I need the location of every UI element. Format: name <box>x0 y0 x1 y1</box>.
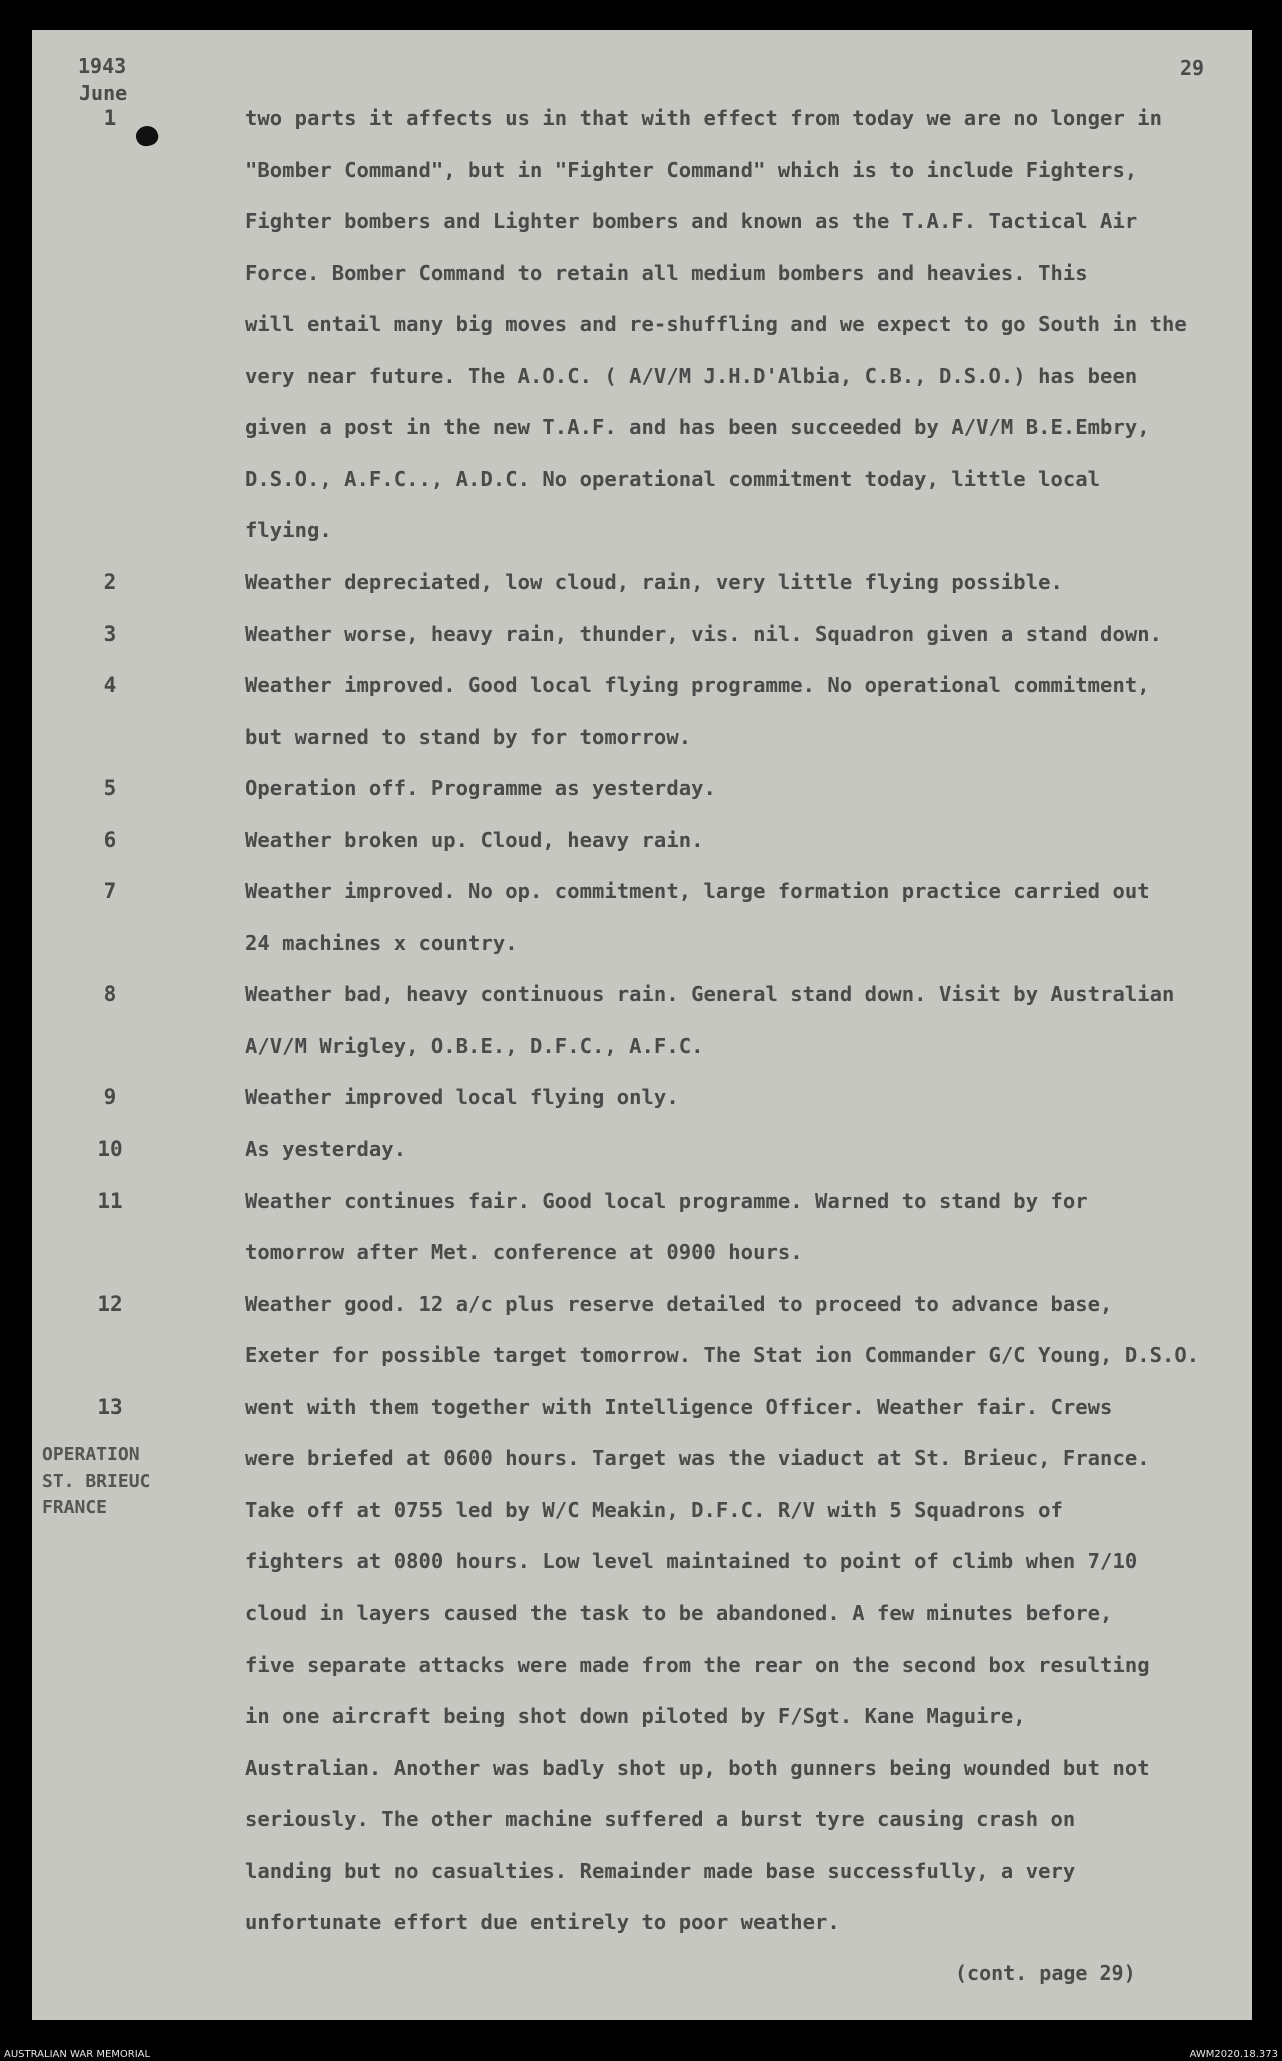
entry-line: will entail many big moves and re-shuffling and we expect to go South in the <box>245 312 1187 336</box>
entry-day: 10 <box>97 1137 123 1161</box>
entry-day: 9 <box>103 1085 117 1109</box>
entry-line: "Bomber Command", but in "Fighter Command" which is to include Fighters, <box>245 158 1138 182</box>
entry-line: unfortunate effort due entirely to poor weather. <box>245 1910 840 1934</box>
header-month: June <box>79 81 128 105</box>
entry-line: Fighter bombers and Lighter bombers and known as the T.A.F. Tactical Air <box>245 209 1138 233</box>
entry-day: 2 <box>103 570 117 594</box>
margin-note-line: ST. BRIEUC <box>42 1470 151 1492</box>
entry-line: Weather depreciated, low cloud, rain, very little flying possible. <box>245 570 1063 594</box>
entry-line: A/V/M Wrigley, O.B.E., D.F.C., A.F.C. <box>245 1034 704 1058</box>
margin-note-line: OPERATION <box>42 1444 140 1465</box>
entry-line: five separate attacks were made from the rear on the second box resulting <box>245 1653 1150 1677</box>
entry-line: As yesterday. <box>245 1137 407 1161</box>
entry-line: very near future. The A.O.C. ( A/V/M J.H.D'Albia, C.B., D.S.O.) has been <box>245 364 1138 388</box>
entry-line: Weather improved local flying only. <box>245 1085 679 1109</box>
entry-line: Weather broken up. Cloud, heavy rain. <box>245 828 704 852</box>
continuation-note: (cont. page 29) <box>955 1961 1136 1985</box>
entry-line: went with them together with Intelligence Officer. Weather fair. Crews <box>245 1395 1113 1419</box>
entry-line: tomorrow after Met. conference at 0900 hours. <box>245 1240 803 1264</box>
entry-day: 4 <box>103 673 117 697</box>
page-number: 29 <box>1180 56 1205 80</box>
entry-line: 24 machines x country. <box>245 931 518 955</box>
entry-line: but warned to stand by for tomorrow. <box>245 725 692 749</box>
footer-left: AUSTRALIAN WAR MEMORIAL <box>4 2049 151 2060</box>
entry-line: D.S.O., A.F.C.., A.D.C. No operational commitment today, little local <box>245 467 1101 491</box>
entry-line: Weather good. 12 a/c plus reserve detailed to proceed to advance base, <box>245 1292 1113 1316</box>
entry-line: Force. Bomber Command to retain all medium bombers and heavies. This <box>245 261 1088 285</box>
entry-line: landing but no casualties. Remainder made base successfully, a very <box>245 1859 1076 1883</box>
entry-line: two parts it affects us in that with effect from today we are no longer in <box>245 106 1163 130</box>
entry-line: given a post in the new T.A.F. and has been succeeded by A/V/M B.E.Embry, <box>245 415 1150 439</box>
entry-line: Australian. Another was badly shot up, both gunners being wounded but not <box>245 1756 1150 1780</box>
entry-line: Weather improved. Good local flying programme. No operational commitment, <box>245 673 1150 697</box>
entry-day: 7 <box>103 879 117 903</box>
entry-line: Weather bad, heavy continuous rain. General stand down. Visit by Australian <box>245 982 1175 1006</box>
footer-right: AWM2020.18.373 <box>1189 2049 1278 2060</box>
entry-day: 3 <box>103 622 117 646</box>
entry-line: in one aircraft being shot down piloted by F/Sgt. Kane Maguire, <box>245 1704 1026 1728</box>
entry-line: Weather continues fair. Good local programme. Warned to stand by for <box>245 1189 1088 1213</box>
entry-day: 13 <box>97 1395 123 1419</box>
header-year: 1943 <box>78 54 127 78</box>
entry-line: were briefed at 0600 hours. Target was the viaduct at St. Brieuc, France. <box>245 1446 1150 1470</box>
entry-line: Weather improved. No op. commitment, large formation practice carried out <box>245 879 1150 903</box>
entry-day: 12 <box>97 1292 123 1316</box>
entry-line: fighters at 0800 hours. Low level maintained to point of climb when 7/10 <box>245 1549 1138 1573</box>
entry-day: 6 <box>103 828 117 852</box>
entry-line: Weather worse, heavy rain, thunder, vis. nil. Squadron given a stand down. <box>245 622 1163 646</box>
entry-day: 1 <box>103 106 117 130</box>
entry-day: 5 <box>103 776 117 800</box>
entry-line: cloud in layers caused the task to be abandoned. A few minutes before, <box>245 1601 1113 1625</box>
entry-day: 11 <box>97 1189 123 1213</box>
entry-line: Exeter for possible target tomorrow. The Stat ion Commander G/C Young, D.S.O. <box>245 1343 1200 1367</box>
margin-note-operation <box>42 1442 150 1522</box>
margin-note-line: FRANCE <box>42 1497 108 1519</box>
entry-line: Operation off. Programme as yesterday. <box>245 776 716 800</box>
entry-line: flying. <box>245 518 332 542</box>
entry-line: seriously. The other machine suffered a burst tyre causing crash on <box>245 1807 1076 1831</box>
entry-line: Take off at 0755 led by W/C Meakin, D.F.C. R/V with 5 Squadrons of <box>245 1498 1063 1522</box>
entry-day: 8 <box>103 982 117 1006</box>
